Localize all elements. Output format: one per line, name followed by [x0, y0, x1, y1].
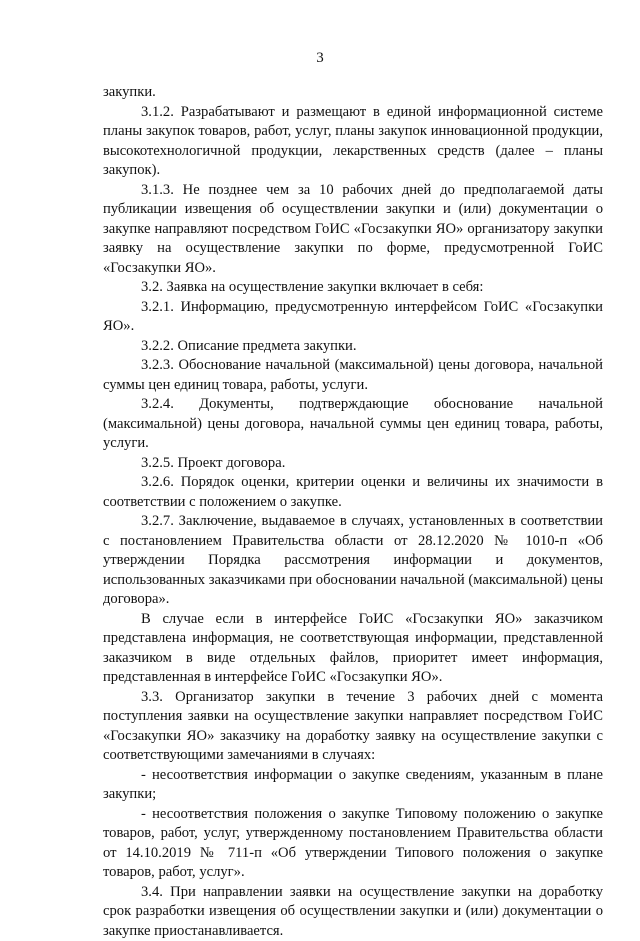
paragraph-3-2-6: 3.2.6. Порядок оценки, критерии оценки и величины их значимости в соответствии с положением о закупке.	[103, 473, 603, 512]
page-number: 3	[0, 50, 640, 67]
paragraph-3-2-2: 3.2.2. Описание предмета закупки.	[103, 337, 603, 357]
paragraph-3-2-7: 3.2.7. Заключение, выдаваемое в случаях, установленных в соответствии с постановлением Правительства области от 28.12.2020 № 1010-п «Об утверждении Порядка рассмотрения информации и документов, использованных заказчиками при обосновании начальной (максимальной) цены договора».	[103, 512, 603, 610]
paragraph-priority-note: В случае если в интерфейсе ГоИС «Госзакупки ЯО» заказчиком представлена информация, не соответствующая информации, представленной заказчиком в виде отдельных файлов, приоритет имеет информация, представленная в интерфейсе ГоИС «Госзакупки ЯО».	[103, 610, 603, 688]
paragraph-continuation: закупки.	[103, 83, 603, 103]
paragraph-3-1-2: 3.1.2. Разрабатывают и размещают в единой информационной системе планы закупок товаров, работ, услуг, планы закупок инновационной продукции, высокотехнологичной продукции, лекарственных средств (далее – планы закупок).	[103, 103, 603, 181]
paragraph-3-2: 3.2. Заявка на осуществление закупки включает в себя:	[103, 278, 603, 298]
paragraph-3-2-3: 3.2.3. Обоснование начальной (максимальной) цены договора, начальной суммы цен единиц товара, работы, услуги.	[103, 356, 603, 395]
paragraph-3-1-3: 3.1.3. Не позднее чем за 10 рабочих дней до предполагаемой даты публикации извещения об осуществлении закупки и (или) документации о закупке направляют посредством ГоИС «Госзакупки ЯО» организатору закупки заявку на осуществление закупки по форме, предусмотренной ГоИС «Госзакупки ЯО».	[103, 181, 603, 279]
paragraph-3-2-5: 3.2.5. Проект договора.	[103, 454, 603, 474]
paragraph-3-2-4: 3.2.4. Документы, подтверждающие обоснование начальной (максимальной) цены договора, начальной суммы цен единиц товара, работы, услуги.	[103, 395, 603, 454]
paragraph-3-4: 3.4. При направлении заявки на осуществление закупки на доработку срок разработки извещения об осуществлении закупки и (или) документации о закупке приостанавливается.	[103, 883, 603, 941]
document-body	[103, 83, 603, 941]
list-item-regulation-mismatch: - несоответствия положения о закупке Типовому положению о закупке товаров, работ, услуг, утвержденному постановлением Правительства области от 14.10.2019 № 711-п «Об утверждении Типового положения о закупке товаров, работ, услуг».	[103, 805, 603, 883]
paragraph-3-2-1: 3.2.1. Информацию, предусмотренную интерфейсом ГоИС «Госзакупки ЯО».	[103, 298, 603, 337]
list-item-plan-mismatch: - несоответствия информации о закупке сведениям, указанным в плане закупки;	[103, 766, 603, 805]
paragraph-3-3: 3.3. Организатор закупки в течение 3 рабочих дней с момента поступления заявки на осуществление закупки направляет посредством ГоИС «Госзакупки ЯО» заказчику на доработку заявку на осуществление закупки с соответствующими замечаниями в случаях:	[103, 688, 603, 766]
